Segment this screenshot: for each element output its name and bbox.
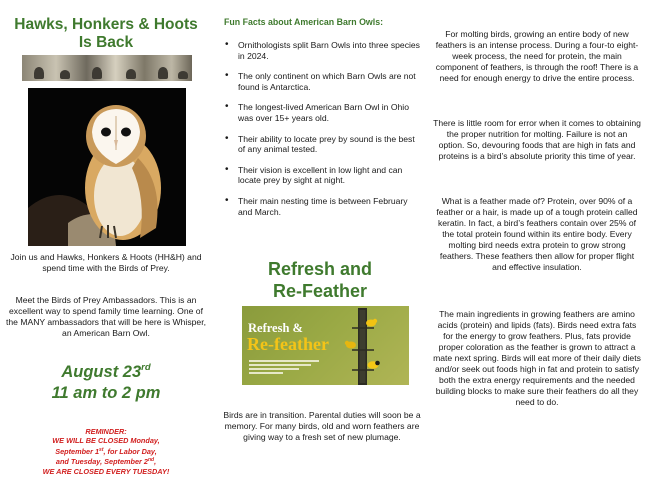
middle-panel — [212, 0, 428, 486]
fun-fact-item: • Their vision is excellent in low light and can locate prey by sight at night. — [220, 165, 420, 186]
event-date — [4, 362, 208, 382]
left-panel — [0, 0, 212, 486]
birds-banner-image — [22, 55, 192, 81]
reminder-line-2: September 1st, for Labor Day, — [55, 446, 157, 456]
reminder-line-1: WE WILL BE CLOSED Monday, — [52, 436, 160, 446]
promo-title-line-1: Refresh & — [248, 321, 303, 335]
right-panel — [428, 0, 645, 486]
closure-reminder — [4, 427, 208, 476]
refresh-section-title: Refresh and Re-Feather — [267, 259, 373, 301]
headline-line-1: Hawks, Honkers & Hoots — [14, 16, 198, 33]
event-time: 11 am to 2 pm — [51, 384, 161, 402]
molting-paragraph-3: What is a feather made of? Protein, over 90% of a feather or a hair, is made up of a tough protein called keratin. In fact, a bird’s feathers contain over 25% of the total protein found within its entire body. Every molting bird needs extra protein to grow strong feathers. These feathers then allow for proper flight and effective insulation. — [436, 196, 638, 272]
fun-fact-item: • Their ability to locate prey by sound is the best of any animal tested. — [220, 134, 420, 155]
reminder-title: REMINDER: — [85, 427, 127, 436]
bird-feeder-illustration — [242, 306, 409, 385]
event-date-main: August 23 — [61, 363, 142, 381]
headline-line-2: Is Back — [78, 34, 134, 51]
molting-paragraph-4: The main ingredients in growing feathers are amino acids (protein) and lipids (fats). Birds need extra fats for the energy to grow feathers. Plus, fats provide proper coloration as the feather is grown to attract a mate next spring. Birds will eat more of their daily diets and/or seek out foods high in fat and protein to satisfy both the extra energy requirements and the needed building blocks to make sure their feathers do all they need to do. — [433, 309, 641, 407]
fun-facts-title: Fun Facts about American Barn Owls: — [224, 17, 384, 27]
fun-fact-item: • The only continent on which Barn Owls are not found is Antarctica. — [220, 71, 420, 92]
fun-fact-item: • Their main nesting time is between February and March. — [220, 196, 420, 217]
barn-owl-photo — [28, 88, 186, 246]
barn-owl-illustration — [28, 88, 186, 246]
intro-paragraph: Join us and Hawks, Honkers & Hoots (HH&H) and spend time with the Birds of Prey. — [10, 252, 202, 273]
ambassador-paragraph: Meet the Birds of Prey Ambassadors. This is an excellent way to spend family time learning. One of the MANY ambassadors that will be here is Whisper, an American Barn Owl. — [6, 295, 206, 338]
promo-title-line-2: Re-feather — [247, 334, 329, 354]
molting-paragraph-1: For molting birds, growing an entire body of new feathers is an intense process. During a four-to eight-week process, the need for protein, the main component of feathers, is through the roof! There is a need for enough energy to drive the entire process. — [435, 29, 639, 83]
refresh-refeather-promo-image — [242, 306, 409, 385]
molting-paragraph-2: There is little room for error when it comes to obtaining the proper nutrition for molting. Failure is not an option. So, devouring foods that are high in fats and proteins is a bird’s absolute priority this time of year. — [433, 118, 641, 161]
event-date-suffix: rd — [141, 362, 151, 373]
event-headline — [4, 16, 208, 52]
reminder-line-3: and Tuesday, September 2nd, — [55, 457, 157, 467]
fun-fact-item: • The longest-lived American Barn Owl in Ohio was over 15+ years old. — [220, 102, 420, 123]
reminder-line-4: WE ARE CLOSED EVERY TUESDAY! — [42, 466, 170, 476]
fun-fact-item: • Ornithologists split Barn Owls into three species in 2024. — [220, 40, 420, 61]
fun-facts-list — [220, 40, 420, 217]
transition-paragraph: Birds are in transition. Parental duties will soon be a memory. For many birds, old and worn feathers are giving way to a fresh set of new plumage. — [223, 410, 421, 442]
